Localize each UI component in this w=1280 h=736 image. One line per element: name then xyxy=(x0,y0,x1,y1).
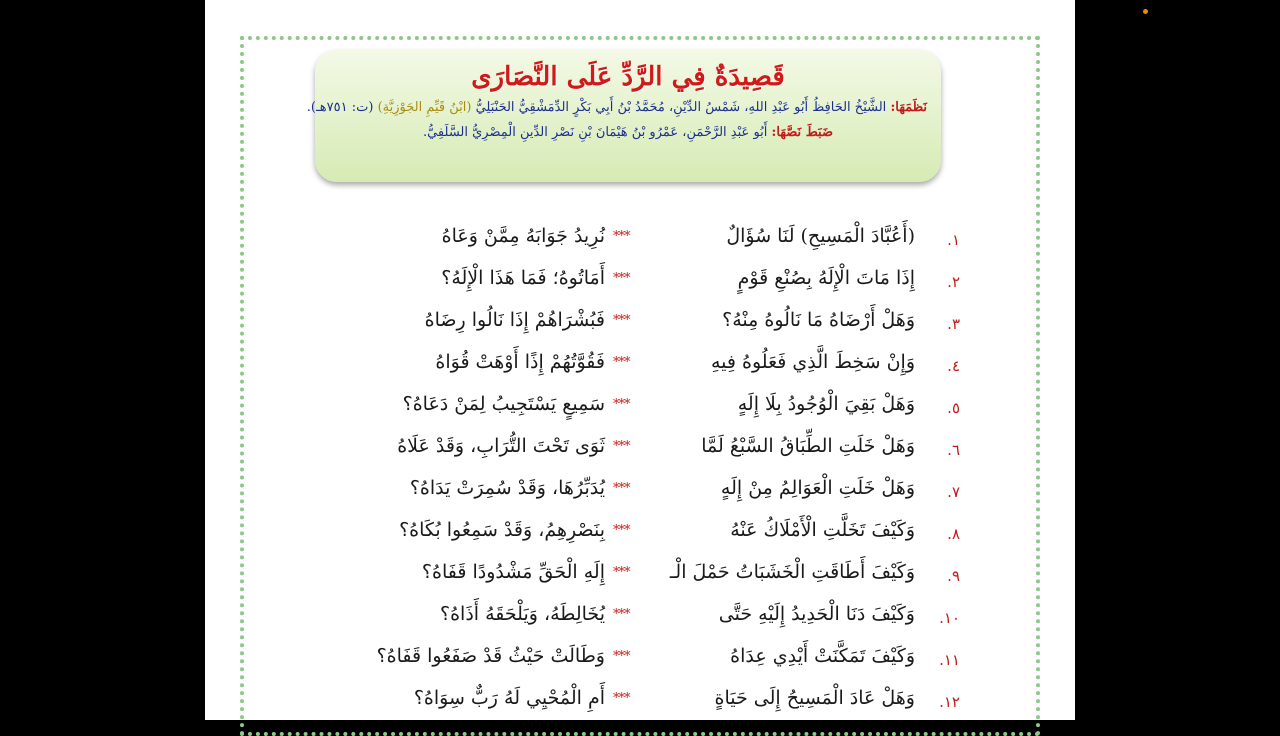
verse-first-hemistich: وَهَلْ بَقِيَ الْوُجُودُ بِلَا إِلَهٍ xyxy=(737,393,915,415)
verse-second-hemistich: يُخَالِطَهُ، وَيَلْحَقَهُ أَذَاهُ؟ xyxy=(440,603,605,625)
poem-header-box xyxy=(306,50,941,182)
verse-first-hemistich: وَكَيْفَ أَطَاقَتِ الْخَشَبَاتُ حَمْلَ الْـ xyxy=(669,561,915,583)
document-page xyxy=(205,0,1075,720)
author-label: نَظَمَهَا: xyxy=(890,100,927,115)
verse-separator: *** xyxy=(613,691,630,706)
verse-separator: *** xyxy=(613,355,630,370)
verse-second-hemistich: إِلَهِ الْحَقِّ مَشْدُودًا قَفَاهُ؟ xyxy=(421,561,605,583)
verse-first-hemistich: وَكَيْفَ تَمَكَّنَتْ أَيْدِي عِدَاهُ xyxy=(730,645,915,667)
verse-number: ٨. xyxy=(947,525,960,543)
verse-row xyxy=(205,603,1075,637)
verse-number: ٣. xyxy=(947,315,960,333)
verse-row xyxy=(205,309,1075,343)
author-text: الشَّيْخُ الحَافِظُ أَبُو عَبْدِ اللهِ، شَمْسُ الدِّيْنِ، مُحَمَّدُ بْنُ أَبِي بَكْرٍ الدِّمَشْقِيُّ الحَنْبَلِيُّ xyxy=(475,100,887,115)
author-nickname: (ابْنُ قَيِّمِ الجَوْزِيَّةِ) xyxy=(377,100,472,115)
verse-number: ٩. xyxy=(947,567,960,585)
verse-row xyxy=(205,477,1075,511)
verse-row xyxy=(205,351,1075,385)
verse-first-hemistich: وَإِنْ سَخِطَ الَّذِي فَعَلُوهُ فِيهِ xyxy=(710,351,915,373)
verse-first-hemistich: وَهَلْ خَلَتِ الْعَوَالِمُ مِنْ إِلَهٍ xyxy=(720,477,915,499)
editor-line xyxy=(315,125,941,140)
verse-second-hemistich: ثَوَى تَحْتَ التُّرَابِ، وَقَدْ عَلَاهُ xyxy=(397,435,605,457)
verse-second-hemistich: نُرِيدُ جَوَابَهُ مِمَّنْ وَعَاهُ xyxy=(441,225,605,247)
verse-number: ٤. xyxy=(947,357,960,375)
verse-second-hemistich: أَمَاتُوهُ؛ فَمَا هَذَا الْإِلَهُ؟ xyxy=(441,267,605,289)
author-line xyxy=(306,100,941,115)
verse-row xyxy=(205,561,1075,595)
verse-row xyxy=(205,393,1075,427)
verse-separator: *** xyxy=(613,271,630,286)
verse-number: ٧. xyxy=(947,483,960,501)
verse-second-hemistich: وَطَالَتْ حَيْثُ قَدْ صَفَعُوا قَفَاهُ؟ xyxy=(376,645,605,667)
verse-separator: *** xyxy=(613,481,630,496)
editor-label: ضَبَطَ نَصَّهَا: xyxy=(771,125,834,140)
verse-second-hemistich: بِنَصْرِهِمُ، وَقَدْ سَمِعُوا بُكَاهُ؟ xyxy=(399,519,605,541)
verse-separator: *** xyxy=(613,565,630,580)
author-death-date: (ت: ٧٥١هـ). xyxy=(306,100,374,115)
verse-row xyxy=(205,687,1075,721)
verse-separator: *** xyxy=(613,523,630,538)
verse-second-hemistich: فَبُشْرَاهُمْ إِذَا نَالُوا رِضَاهُ xyxy=(424,309,605,331)
verse-separator: *** xyxy=(613,439,630,454)
verse-separator: *** xyxy=(613,313,630,328)
verse-separator: *** xyxy=(613,397,630,412)
verse-number: ١. xyxy=(947,231,960,249)
verse-first-hemistich: وَهَلْ أَرْضَاهُ مَا نَالُوهُ مِنْهُ؟ xyxy=(722,309,915,331)
verse-first-hemistich: وَكَيْفَ دَنَا الْحَدِيدُ إِلَيْهِ حَتَّى xyxy=(718,603,915,625)
indicator-dot xyxy=(1143,9,1148,14)
verse-number: ١٠. xyxy=(939,609,960,627)
verse-first-hemistich: إِذَا مَاتَ الْإِلَهُ بِصُنْعِ قَوْمٍ xyxy=(737,267,915,289)
verse-row xyxy=(205,225,1075,259)
verse-first-hemistich: (أَعُبَّادَ الْمَسِيحِ) لَنَا سُؤَالٌ xyxy=(726,225,915,247)
verse-row xyxy=(205,435,1075,469)
verse-separator: *** xyxy=(613,649,630,664)
verse-first-hemistich: وَهَلْ عَادَ الْمَسِيحُ إِلَى حَيَاةٍ xyxy=(714,687,915,709)
verse-separator: *** xyxy=(613,229,630,244)
verse-number: ١١. xyxy=(939,651,960,669)
verse-separator: *** xyxy=(613,607,630,622)
verse-second-hemistich: يُدَبِّرُهَا، وَقَدْ سُمِرَتْ يَدَاهُ؟ xyxy=(409,477,605,499)
verse-number: ٦. xyxy=(947,441,960,459)
verse-row xyxy=(205,519,1075,553)
editor-text: أَبُو عَبْدِ الرَّحْمَنِ، عَمْرُو بْنُ هَيْمَانَ بْنِ نَصْرِ الدِّينِ الْمِصْرِيُّ السَّلَفِيُّ. xyxy=(422,125,768,140)
poem-title: قَصِيدَةٌ فِي الرَّدِّ عَلَى النَّصَارَى xyxy=(471,62,785,92)
verse-row xyxy=(205,267,1075,301)
verse-number: ٢. xyxy=(947,273,960,291)
verse-number: ١٢. xyxy=(939,693,960,711)
verse-second-hemistich: أَمِ الْمُحْيِي لَهُ رَبٌّ سِوَاهُ؟ xyxy=(413,687,605,709)
verse-number: ٥. xyxy=(947,399,960,417)
verse-row xyxy=(205,645,1075,679)
verse-second-hemistich: سَمِيعٍ يَسْتَجِيبُ لِمَنْ دَعَاهُ؟ xyxy=(402,393,605,415)
verse-first-hemistich: وَهَلْ خَلَتِ الطِّبَاقُ السَّبْعُ لَمَّا xyxy=(701,435,915,457)
verse-first-hemistich: وَكَيْفَ تَخَلَّتِ الْأَمْلَاكُ عَنْهُ xyxy=(730,519,915,541)
verse-second-hemistich: فَقُوَّتُهُمْ إِذًا أَوْهَتْ قُوَاهُ xyxy=(435,351,605,373)
